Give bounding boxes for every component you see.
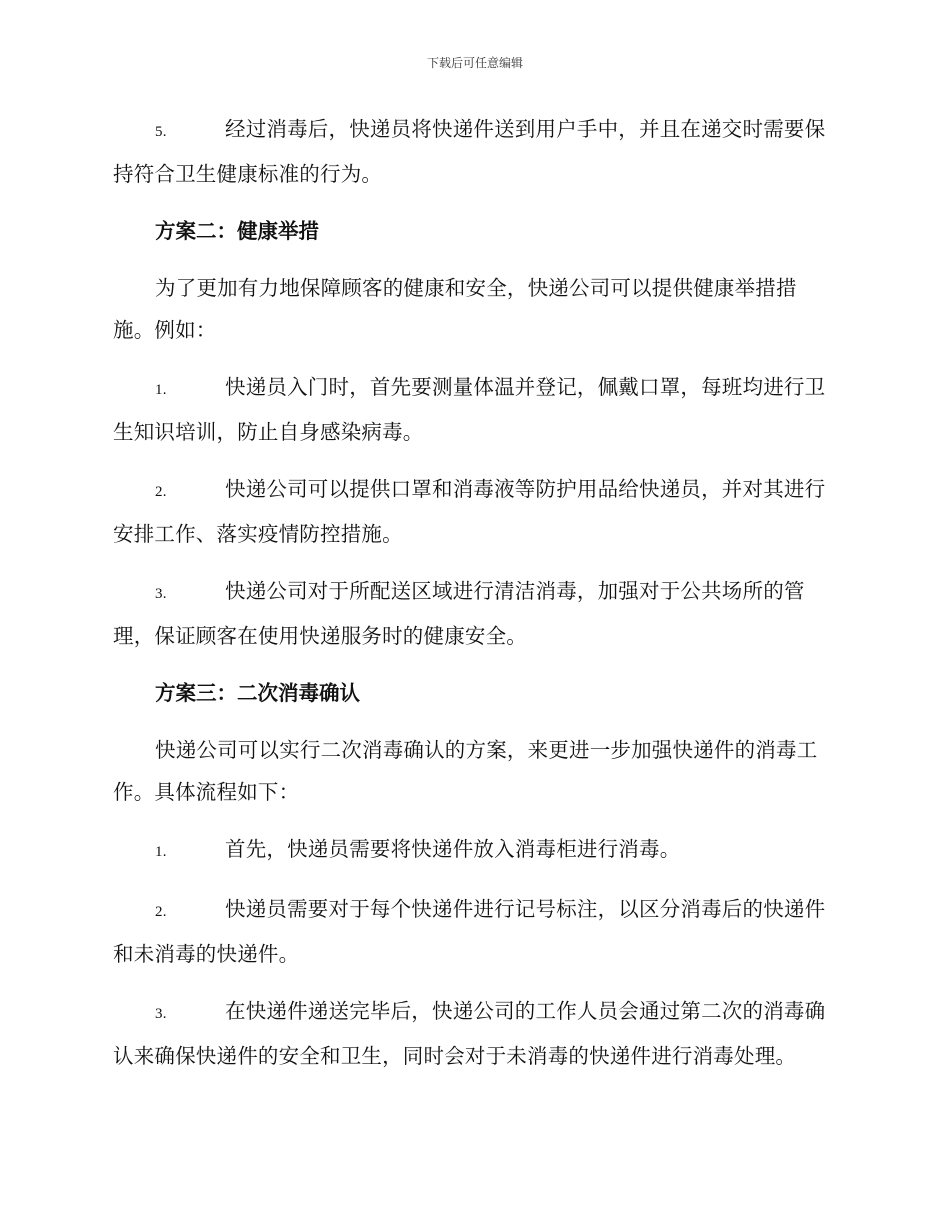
list-text: 快递公司对于所配送区域进行清洁消毒，加强对于公共场所的管理，保证顾客在使用快递服务时的健康安全。 (113, 579, 805, 648)
list-item (113, 888, 835, 975)
section-intro-plan2: 为了更加有力地保障顾客的健康和安全，快递公司可以提供健康举措措施。例如： (113, 276, 797, 342)
section-heading-plan3: 方案三：二次消毒确认 (155, 681, 360, 705)
list-text: 快递员入门时，首先要测量体温并登记，佩戴口罩，每班均进行卫生知识培训，防止自身感染病毒。 (113, 375, 826, 444)
list-item (113, 366, 835, 453)
list-number: 1. (155, 382, 167, 398)
section-heading-plan2: 方案二：健康举措 (155, 219, 319, 243)
list-text: 快递公司可以提供口罩和消毒液等防护用品给快递员，并对其进行安排工作、落实疫情防控措施。 (113, 477, 826, 546)
list-number: 5. (155, 124, 167, 140)
list-item (113, 570, 835, 657)
page-header: 下载后可任意编辑 (426, 56, 523, 70)
list-item (113, 108, 835, 195)
list-item (113, 468, 835, 555)
list-item (113, 828, 835, 873)
document-body (113, 108, 835, 1092)
list-number: 1. (155, 844, 167, 860)
list-item (113, 990, 835, 1077)
list-number: 3. (155, 586, 167, 602)
section-intro-plan3: 快递公司可以实行二次消毒确认的方案，来更进一步加强快递件的消毒工作。具体流程如下： (113, 738, 818, 804)
list-text: 在快递件递送完毕后，快递公司的工作人员会通过第二次的消毒确认来确保快递件的安全和卫生，同时会对于未消毒的快递件进行消毒处理。 (113, 999, 826, 1068)
list-number: 2. (155, 484, 167, 500)
list-text: 首先，快递员需要将快递件放入消毒柜进行消毒。 (225, 837, 681, 861)
list-text: 经过消毒后，快递员将快递件送到用户手中，并且在递交时需要保持符合卫生健康标准的行为。 (113, 117, 826, 186)
list-text: 快递员需要对于每个快递件进行记号标注，以区分消毒后的快递件和未消毒的快递件。 (113, 897, 826, 966)
list-number: 2. (155, 904, 167, 920)
list-number: 3. (155, 1006, 167, 1022)
